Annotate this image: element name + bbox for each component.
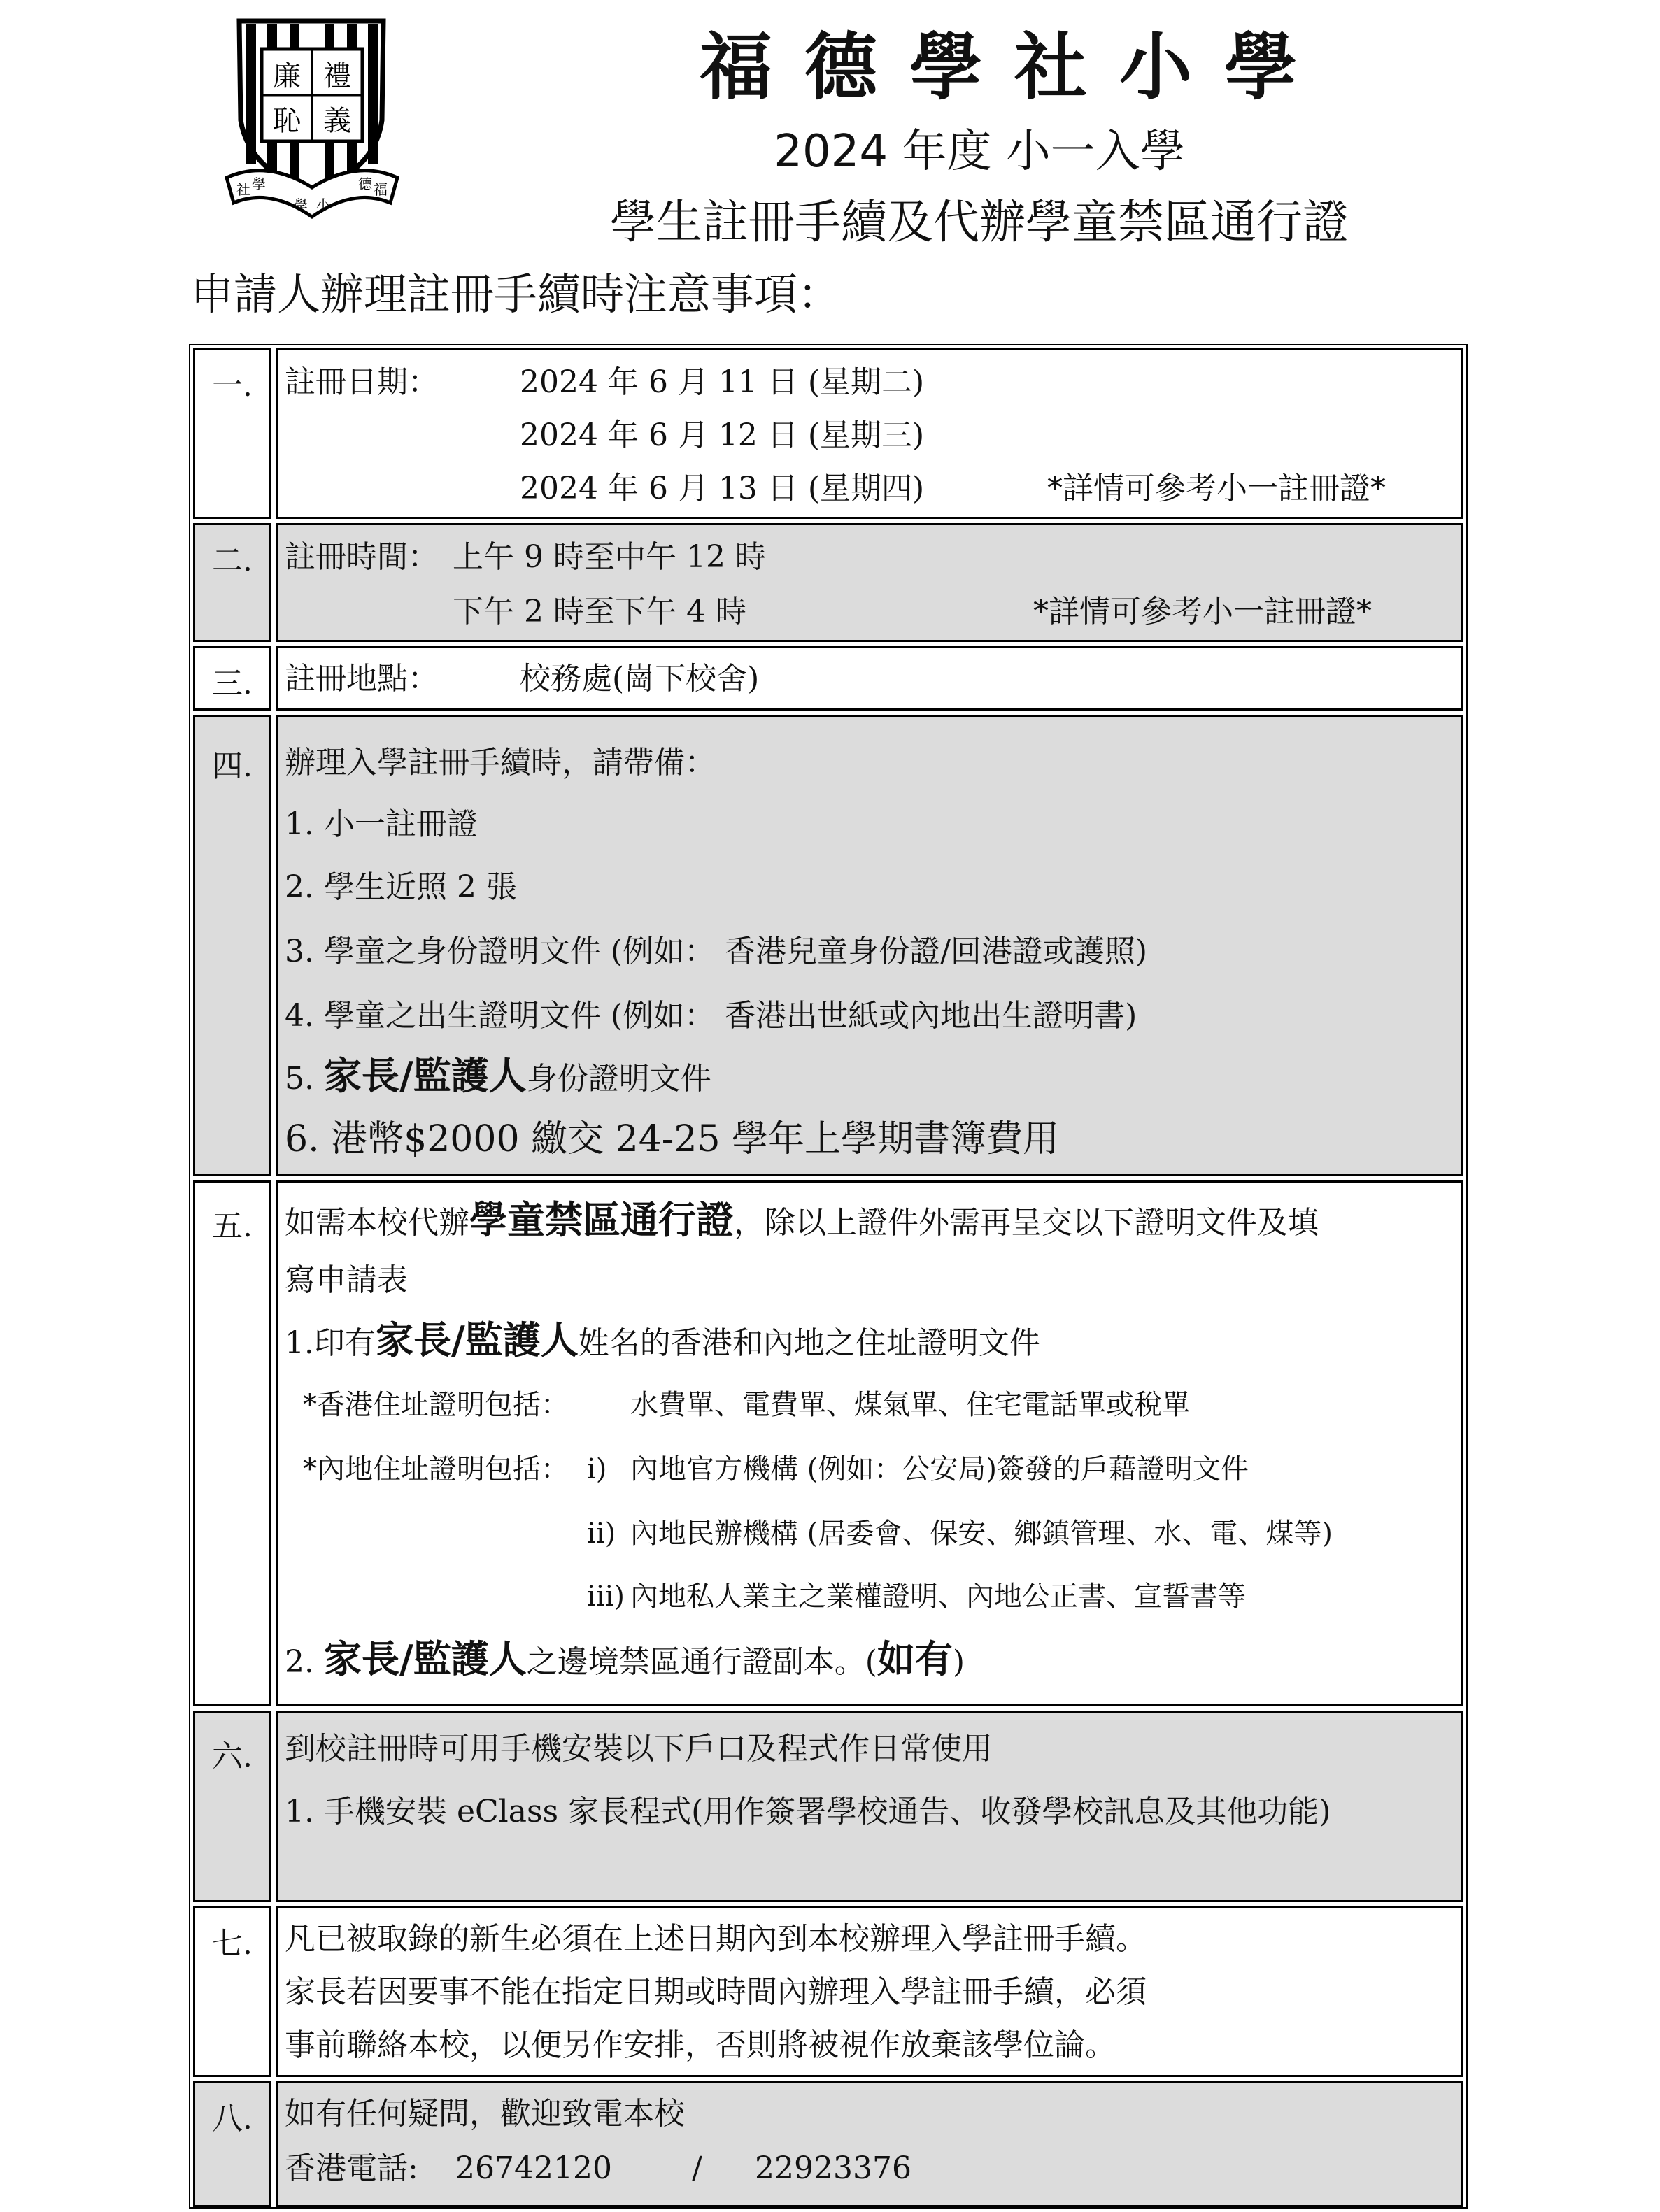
row-permit-application xyxy=(193,1180,1463,1706)
row-number: 三. xyxy=(193,646,271,711)
item-text: 身份證明文件 xyxy=(526,1061,711,1097)
document-item: 3. 學童之身份證明文件 (例如： 香港兒童身份證/回港證或護照) xyxy=(285,934,1148,969)
emphasis-text: 家長/監護人 xyxy=(375,1318,579,1362)
mainland-item-index: i) xyxy=(587,1453,607,1485)
item-text: 2. xyxy=(285,1644,324,1680)
row-content xyxy=(276,1711,1463,1902)
row-content xyxy=(276,2081,1463,2207)
phone-label: 香港電話: xyxy=(285,2150,418,2186)
emphasis-text: 家長/監護人 xyxy=(323,1054,527,1098)
mainland-item-index: iii) xyxy=(587,1580,625,1613)
school-crest xyxy=(225,15,399,228)
item-text: ) xyxy=(952,1644,965,1680)
row-registration-notice xyxy=(193,1906,1463,2077)
row-number: 一. xyxy=(193,348,271,519)
document-item: 4. 學童之出生證明文件 (例如： 香港出世紙或內地出生證明書) xyxy=(285,998,1137,1034)
mainland-item-index: ii) xyxy=(587,1518,616,1550)
row-content xyxy=(276,646,1463,711)
phone-separator: / xyxy=(692,2150,702,2186)
date-note: *詳情可參考小一註冊證* xyxy=(1047,471,1386,506)
address-proof-item xyxy=(285,1320,1040,1364)
document-item-5 xyxy=(285,1055,711,1100)
app-item: 1. 手機安裝 eClass 家長程式(用作簽署學校通告、收發學校訊息及其他功能) xyxy=(285,1794,1331,1829)
date-value: 2024 年 6 月 12 日 (星期三) xyxy=(520,418,925,453)
row-number: 五. xyxy=(193,1180,271,1706)
school-name: 福德學社小學 xyxy=(699,24,1329,110)
crest-char: 德 xyxy=(358,176,372,192)
row-content xyxy=(276,1906,1463,2077)
place-value: 校務處(崗下校舍) xyxy=(520,661,760,697)
mainland-address-label: *內地住址證明包括： xyxy=(303,1453,569,1485)
item-text: 之邊境禁區通行證副本。( xyxy=(526,1644,877,1680)
hk-address-label: *香港住址證明包括： xyxy=(303,1389,569,1421)
notice-line: 事前聯絡本校，以便另作安排，否則將被視作放棄該學位論。 xyxy=(285,2027,1116,2063)
emphasis-text: 家長/監護人 xyxy=(323,1637,527,1681)
permit-intro-cont: 寫申請表 xyxy=(285,1262,408,1298)
row-content xyxy=(276,1180,1463,1706)
notes-heading: 申請人辦理註冊手續時注意事項： xyxy=(190,269,842,320)
emphasis-text: 學童禁區通行證 xyxy=(469,1198,734,1242)
document-subtitle: 學生註冊手續及代辦學童禁區通行證 xyxy=(610,195,1349,249)
mainland-item-text: 內地私人業主之業權證明、內地公正書、宣誓書等 xyxy=(630,1580,1246,1613)
date-value: 2024 年 6 月 11 日 (星期二) xyxy=(520,364,925,400)
year-line: 2024 年度 小一入學 xyxy=(774,126,1185,178)
intro-text: ，除以上證件外需再呈交以下證明文件及填 xyxy=(734,1205,1319,1241)
crest-char: 學 xyxy=(294,197,308,213)
date-label: 註冊日期： xyxy=(285,364,439,400)
document-item: 2. 學生近照 2 張 xyxy=(285,869,517,905)
document-item: 1. 小一註冊證 xyxy=(285,806,478,842)
place-label: 註冊地點： xyxy=(285,661,439,697)
notice-line: 家長若因要事不能在指定日期或時間內辦理入學註冊手續，必須 xyxy=(285,1974,1147,2010)
item-text: 1.印有 xyxy=(285,1325,376,1361)
row-mobile-app xyxy=(193,1711,1463,1902)
date-value: 2024 年 6 月 13 日 (星期四) xyxy=(520,471,925,506)
crest-char: 恥 xyxy=(273,105,301,137)
row-registration-time xyxy=(193,523,1463,642)
row-content xyxy=(276,715,1463,1176)
crest-char: 社 xyxy=(236,181,250,198)
crest-char: 學 xyxy=(252,176,266,192)
item-text: 姓名的香港和內地之住址證明文件 xyxy=(578,1325,1040,1361)
phone-number: 22923376 xyxy=(755,2150,911,2186)
row-contact xyxy=(193,2081,1463,2207)
row-number: 六. xyxy=(193,1711,271,1902)
permit-copy-item xyxy=(285,1639,965,1683)
time-label: 註冊時間： xyxy=(285,539,439,575)
intro-text: 如需本校代辦 xyxy=(285,1205,469,1241)
row-number: 二. xyxy=(193,523,271,642)
app-intro: 到校註冊時可用手機安裝以下戶口及程式作日常使用 xyxy=(285,1731,993,1767)
time-note: *詳情可參考小一註冊證* xyxy=(1033,594,1372,629)
time-value: 下午 2 時至下午 4 時 xyxy=(453,594,746,629)
document-item-6: 6. 港幣$2000 繳交 24-25 學年上學期書簿費用 xyxy=(285,1118,1060,1160)
row-content xyxy=(276,523,1463,642)
notice-line: 凡已被取錄的新生必須在上述日期內到本校辦理入學註冊手續。 xyxy=(285,1921,1147,1957)
mainland-item-text: 內地民辦機構 (居委會、保安、鄉鎮管理、水、電、煤等) xyxy=(630,1518,1333,1550)
phone-number: 26742120 xyxy=(455,2150,612,2186)
permit-intro xyxy=(285,1199,1319,1244)
crest-char: 福 xyxy=(374,181,388,198)
emphasis-text: 如有 xyxy=(877,1637,953,1681)
row-content xyxy=(276,348,1463,519)
hk-address-value: 水費單、電費單、煤氣單、住宅電話單或稅單 xyxy=(630,1389,1190,1421)
mainland-item-text: 內地官方機構 (例如：公安局)簽發的戶藉證明文件 xyxy=(630,1453,1249,1485)
crest-char: 義 xyxy=(323,105,351,137)
crest-char: 小 xyxy=(316,197,330,213)
contact-intro: 如有任何疑問，歡迎致電本校 xyxy=(285,2096,685,2132)
item-number: 5. xyxy=(285,1061,324,1097)
row-required-documents xyxy=(193,715,1463,1176)
row-number: 七. xyxy=(193,1906,271,2077)
row-number: 八. xyxy=(193,2081,271,2207)
row-number: 四. xyxy=(193,715,271,1176)
crest-char: 廉 xyxy=(273,60,301,92)
crest-char: 禮 xyxy=(323,60,351,92)
row-registration-date xyxy=(193,348,1463,519)
row-registration-place xyxy=(193,646,1463,711)
time-value: 上午 9 時至中午 12 時 xyxy=(453,539,766,575)
documents-intro: 辦理入學註冊手續時，請帶備： xyxy=(285,745,716,780)
